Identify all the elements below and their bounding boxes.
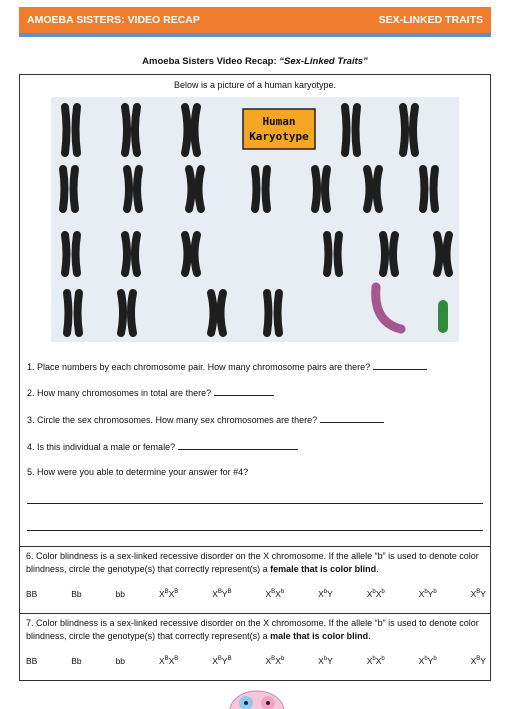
chromosome	[437, 235, 440, 273]
chromosome	[356, 107, 358, 153]
chromosome	[65, 235, 67, 273]
question-3: 3. Circle the sex chromosomes. How many sex chromosomes are there?	[27, 414, 384, 425]
chromosome	[121, 293, 123, 333]
chromosome	[383, 235, 385, 273]
q6-genotype-option[interactable]: $X^bY^b$	[418, 589, 437, 599]
header-right-title: SEX-LINKED TRAITS	[378, 14, 483, 26]
q7-genotype-option[interactable]: $X^bX^b$	[366, 656, 385, 666]
header-underline	[19, 33, 491, 37]
chromosome	[137, 169, 139, 209]
karyotype-label-line2: Karyotype	[249, 130, 309, 143]
chromosome	[195, 107, 198, 153]
q7-genotype-option[interactable]: $X^BY$	[470, 656, 486, 666]
chromosome	[338, 235, 340, 273]
chromosome	[267, 293, 269, 333]
chromosome	[131, 293, 133, 333]
chromosome	[423, 169, 425, 209]
chromosome	[278, 293, 280, 333]
answer-line-5b[interactable]	[27, 530, 483, 531]
chromosome	[76, 235, 78, 273]
q6-genotype-option[interactable]: $X^BY^B$	[212, 589, 232, 599]
chromosome	[211, 293, 214, 333]
chromosome	[266, 169, 268, 209]
chromosome	[185, 235, 188, 273]
chromosome	[74, 169, 76, 209]
chromosome	[195, 235, 198, 273]
q6-genotype-option[interactable]: bb	[115, 589, 126, 599]
x-chromosome	[376, 287, 401, 329]
answer-blank-1[interactable]	[373, 361, 427, 370]
chromosome	[199, 169, 202, 209]
question-7-text: 7. Color blindness is a sex-linked recessive disorder on the X chromosome. If the allele “b” is used to denote color blindness, circle the genotype(s) that correctly represent(s) a male that is color blind.	[26, 618, 479, 641]
q7-genotype-option[interactable]: Bb	[71, 656, 82, 666]
header-left-title: AMOEBA SISTERS: VIDEO RECAP	[27, 14, 200, 26]
q6-genotype-option[interactable]: $X^BY$	[470, 589, 486, 599]
question-6-text: 6. Color blindness is a sex-linked recessive disorder on the X chromosome. If the allele “b” is used to denote color blindness, circle the genotype(s) that correctly represent(s) a female that is color blind.	[26, 551, 479, 574]
chromosome	[367, 169, 370, 209]
q7-genotype-option[interactable]: BB	[26, 656, 38, 666]
q7-genotype-option[interactable]: bb	[115, 656, 126, 666]
answer-blank-4[interactable]	[178, 441, 298, 450]
header-bar	[19, 7, 491, 33]
question-6-section	[19, 546, 491, 614]
chromosome	[65, 107, 67, 153]
question-2: 2. How many chromosomes in total are there?	[27, 387, 274, 398]
answer-line-5a[interactable]	[27, 503, 483, 504]
q7-genotype-option[interactable]: $X^BX^B$	[158, 656, 179, 666]
q6-genotype-option[interactable]: BB	[26, 589, 38, 599]
question-7-section	[19, 613, 491, 681]
q7-genotype-option[interactable]: $X^bY$	[318, 656, 333, 666]
q7-genotype-option[interactable]: $X^bY^b$	[418, 656, 437, 666]
chromosome	[403, 107, 405, 153]
q7-genotype-option[interactable]: $X^BX^b$	[265, 656, 285, 666]
chromosome	[315, 169, 317, 209]
chromosome	[327, 235, 329, 273]
chromosome	[393, 235, 395, 273]
karyotype-section	[19, 74, 491, 547]
question-4: 4. Is this individual a male or female?	[27, 441, 298, 452]
chromosome	[447, 235, 450, 273]
chromosome	[76, 107, 78, 153]
answer-blank-3[interactable]	[320, 414, 384, 423]
chromosome	[78, 293, 80, 333]
chromosome	[325, 169, 327, 209]
karyotype-image	[51, 97, 459, 342]
chromosome	[67, 293, 69, 333]
q6-genotype-option[interactable]: $X^bY$	[318, 589, 333, 599]
karyotype-svg	[51, 97, 459, 342]
document-title: Amoeba Sisters Video Recap: “Sex-Linked Traits”	[142, 56, 368, 67]
chromosome	[125, 107, 127, 153]
chromosome	[221, 293, 224, 333]
answer-blank-2[interactable]	[214, 387, 274, 396]
chromosome	[135, 235, 137, 273]
q6-genotype-option[interactable]: $X^bX^b$	[366, 589, 385, 599]
q7-genotype-options	[26, 656, 486, 666]
question-5: 5. How were you able to determine your answer for #4?	[27, 467, 249, 477]
chromosome	[413, 107, 415, 153]
chromosome	[255, 169, 257, 209]
chromosome	[345, 107, 347, 153]
q6-genotype-option[interactable]: Bb	[71, 589, 82, 599]
question-1: 1. Place numbers by each chromosome pair. How many chromosome pairs are there?	[27, 361, 427, 372]
karyotype-intro: Below is a picture of a human karyotype.	[173, 80, 337, 90]
chromosome	[377, 169, 380, 209]
amoeba-sisters-mascot-icon	[228, 689, 286, 709]
chromosome	[125, 235, 127, 273]
chromosome	[127, 169, 129, 209]
q6-genotype-options	[26, 589, 486, 599]
q6-genotype-option[interactable]: $X^BX^b$	[265, 589, 285, 599]
q7-genotype-option[interactable]: $X^BY^B$	[212, 656, 232, 666]
q6-genotype-option[interactable]: $X^BX^B$	[158, 589, 179, 599]
chromosome	[434, 169, 436, 209]
chromosome	[189, 169, 192, 209]
karyotype-label-line1: Human	[262, 115, 296, 128]
chromosome	[63, 169, 65, 209]
chromosome	[185, 107, 188, 153]
chromosome	[135, 107, 137, 153]
y-chromosome	[438, 300, 448, 333]
